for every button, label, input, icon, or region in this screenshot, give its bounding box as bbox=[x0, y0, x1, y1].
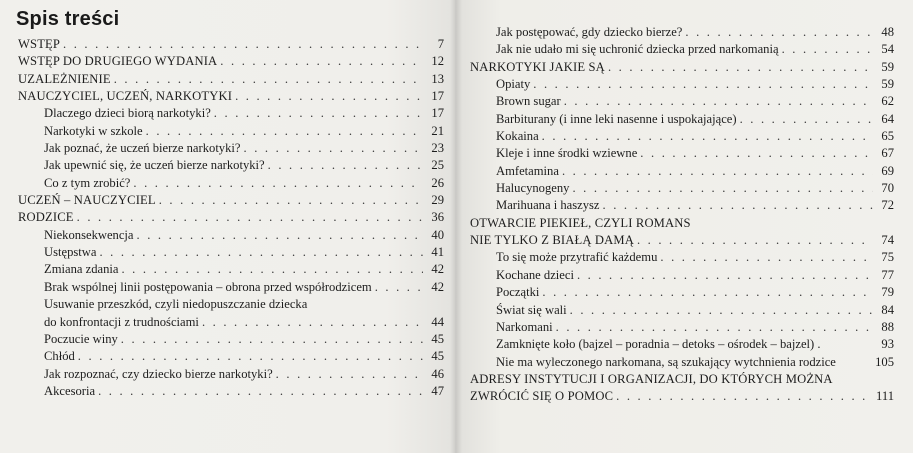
toc-entry bbox=[470, 59, 894, 76]
toc-entry-label: To się może przytrafić każdemu bbox=[496, 250, 658, 265]
toc-entry-page-number: 54 bbox=[881, 42, 894, 57]
toc-entry-label: Nie ma wyleczonego narkomana, są szukający wytchnienia rodzice bbox=[496, 354, 836, 369]
dot-leader bbox=[78, 348, 423, 365]
toc-entry bbox=[18, 36, 444, 53]
dot-leader bbox=[137, 227, 423, 244]
toc-entry-label: Poczucie winy bbox=[44, 331, 118, 346]
toc-entry bbox=[470, 354, 894, 371]
toc-entry-label: UZALEŻNIENIE bbox=[18, 71, 111, 86]
toc-entry bbox=[470, 215, 894, 232]
dot-leader bbox=[608, 59, 873, 76]
toc-entry-page-number: 40 bbox=[431, 227, 444, 242]
toc-entry-page-number: 111 bbox=[876, 389, 894, 404]
dot-leader bbox=[533, 76, 873, 93]
toc-entry bbox=[18, 192, 444, 209]
toc-entry-page-number: 105 bbox=[875, 354, 894, 369]
toc-entry bbox=[470, 180, 894, 197]
toc-entry-page-number: 77 bbox=[881, 267, 894, 282]
dot-leader bbox=[616, 388, 873, 405]
toc-entry-page-number: 48 bbox=[881, 25, 894, 39]
toc-entry-page-number: 25 bbox=[431, 158, 444, 173]
toc-entry-label: Brak wspólnej linii postępowania – obrona przed współrodzicem bbox=[44, 279, 372, 294]
toc-entry-label: OTWARCIE PIEKIEŁ, CZYLI ROMANS bbox=[470, 215, 691, 230]
toc-entry bbox=[18, 53, 444, 70]
toc-entry-page-number: 47 bbox=[431, 383, 444, 398]
dot-leader bbox=[98, 383, 423, 400]
dot-leader bbox=[99, 244, 423, 261]
toc-entry-label: UCZEŃ – NAUCZYCIEL bbox=[18, 193, 156, 208]
toc-entry-label: Jak poznać, że uczeń bierze narkotyki? bbox=[44, 141, 241, 156]
toc-entry-label: WSTĘP bbox=[18, 37, 61, 51]
toc-entry-page-number: 42 bbox=[431, 262, 444, 277]
toc-entry-page-number: 17 bbox=[431, 106, 444, 121]
page-title: Spis treści bbox=[16, 8, 120, 30]
toc-entry-label: ZWRÓCIĆ SIĘ O POMOC bbox=[470, 389, 614, 404]
dot-leader bbox=[202, 314, 423, 331]
dot-leader bbox=[542, 284, 873, 301]
toc-entry bbox=[18, 157, 444, 174]
dot-leader bbox=[562, 163, 873, 180]
toc-entry bbox=[470, 302, 894, 319]
toc-entry bbox=[470, 319, 894, 336]
toc-entry bbox=[470, 24, 894, 41]
dot-leader bbox=[121, 261, 423, 278]
dot-leader bbox=[214, 105, 423, 122]
toc-entry bbox=[470, 93, 894, 110]
dot-leader bbox=[542, 128, 873, 145]
toc-entry-label: NARKOTYKI JAKIE SĄ bbox=[470, 59, 605, 74]
dot-leader bbox=[740, 111, 873, 128]
toc-entry-label: do konfrontacji z trudnościami bbox=[44, 314, 199, 329]
toc-entry bbox=[470, 197, 894, 214]
dot-leader bbox=[782, 41, 873, 58]
dot-leader bbox=[572, 180, 873, 197]
toc-entry-label: Amfetamina bbox=[496, 163, 559, 178]
toc-entry-page-number: 26 bbox=[431, 175, 444, 190]
toc-entry-label: NAUCZYCIEL, UCZEŃ, NARKOTYKI bbox=[18, 89, 233, 104]
toc-entry-page-number: 69 bbox=[881, 163, 894, 178]
toc-entry-label: WSTĘP DO DRUGIEGO WYDANIA bbox=[18, 54, 218, 69]
toc-entry-label: Niekonsekwencja bbox=[44, 227, 134, 242]
toc-entry bbox=[18, 175, 444, 192]
toc-entry-label: Ustępstwa bbox=[44, 245, 97, 260]
dot-leader bbox=[637, 232, 873, 249]
dot-leader bbox=[220, 53, 423, 70]
toc-entry bbox=[18, 105, 444, 122]
toc-entry-label: Jak rozpoznać, czy dziecko bierze narkotyki? bbox=[44, 366, 273, 381]
toc-entry bbox=[18, 314, 444, 331]
toc-entry bbox=[18, 261, 444, 278]
toc-entry-label: Brown sugar bbox=[496, 94, 561, 109]
toc-entry-label: NIE TYLKO Z BIAŁĄ DAMĄ bbox=[470, 233, 634, 248]
toc-entry bbox=[470, 41, 894, 58]
dot-leader bbox=[146, 123, 423, 140]
toc-entry bbox=[470, 145, 894, 162]
toc-entry-page-number: 29 bbox=[431, 193, 444, 208]
toc-entry-label: Marihuana i haszysz bbox=[496, 198, 600, 213]
toc-entry bbox=[18, 296, 444, 313]
dot-leader bbox=[114, 71, 423, 88]
toc-entry bbox=[18, 88, 444, 105]
toc-entry-label: Jak postępować, gdy dziecko bierze? bbox=[496, 25, 683, 39]
toc-entry-label: Co z tym zrobić? bbox=[44, 175, 131, 190]
dot-leader bbox=[640, 145, 873, 162]
dot-leader bbox=[268, 157, 423, 174]
toc-entry-label: Kochane dzieci bbox=[496, 267, 574, 282]
toc-entry bbox=[470, 249, 894, 266]
toc-entry-label: Dlaczego dzieci biorą narkotyki? bbox=[44, 106, 211, 121]
dot-leader bbox=[685, 24, 873, 41]
toc-entry-page-number: 72 bbox=[881, 198, 894, 213]
toc-entry-label: Barbiturany (i inne leki nasenne i uspokajające) bbox=[496, 111, 737, 126]
toc-entry-page-number: 45 bbox=[431, 331, 444, 346]
toc-entry bbox=[470, 284, 894, 301]
toc-entry-page-number: 67 bbox=[881, 146, 894, 161]
toc-entry-page-number: 41 bbox=[431, 245, 444, 260]
toc-entry-label: Akcesoria bbox=[44, 383, 96, 398]
toc-entry bbox=[470, 267, 894, 284]
toc-entry-label: Zamknięte koło (bajzel – poradnia – detoks – ośrodek – bajzel) . bbox=[496, 337, 821, 352]
toc-entry-label: Narkomani bbox=[496, 319, 553, 334]
toc-entry-page-number: 88 bbox=[881, 319, 894, 334]
toc-entry-label: Kleje i inne środki wziewne bbox=[496, 146, 638, 161]
toc-entry bbox=[18, 209, 444, 226]
dot-leader bbox=[375, 279, 423, 296]
toc-entry bbox=[18, 348, 444, 365]
dot-leader bbox=[570, 302, 873, 319]
toc-entry-page-number: 7 bbox=[437, 37, 444, 51]
dot-leader bbox=[159, 192, 423, 209]
dot-leader bbox=[63, 36, 423, 53]
toc-entry bbox=[18, 123, 444, 140]
toc-entry bbox=[470, 336, 894, 353]
toc-entry bbox=[470, 111, 894, 128]
toc-entry-page-number: 64 bbox=[881, 111, 894, 126]
toc-entry-page-number: 62 bbox=[881, 94, 894, 109]
toc-entry-page-number: 84 bbox=[881, 302, 894, 317]
toc-entry-page-number: 59 bbox=[881, 77, 894, 92]
toc-entry-page-number: 36 bbox=[431, 210, 444, 225]
toc-entry bbox=[18, 366, 444, 383]
toc-entry-label: Jak upewnić się, że uczeń bierze narkotyki? bbox=[44, 158, 265, 173]
dot-leader bbox=[121, 331, 423, 348]
toc-entry-page-number: 46 bbox=[431, 366, 444, 381]
toc-entry-page-number: 79 bbox=[881, 285, 894, 300]
toc-entry-page-number: 45 bbox=[431, 349, 444, 364]
dot-leader bbox=[603, 197, 873, 214]
toc-entry bbox=[470, 163, 894, 180]
toc-entry-page-number: 12 bbox=[431, 54, 444, 69]
toc-entry-label: Kokaina bbox=[496, 129, 539, 144]
toc-entry-page-number: 23 bbox=[431, 141, 444, 156]
toc-entry bbox=[470, 76, 894, 93]
toc-entry-label: RODZICE bbox=[18, 210, 74, 225]
toc-entry-label: ADRESY INSTYTUCJI I ORGANIZACJI, DO KTÓRYCH MOŻNA bbox=[470, 371, 833, 386]
dot-leader bbox=[564, 93, 873, 110]
dot-leader bbox=[577, 267, 873, 284]
toc-entry-page-number: 17 bbox=[431, 89, 444, 104]
toc-entry bbox=[18, 331, 444, 348]
dot-leader bbox=[276, 366, 423, 383]
dot-leader bbox=[235, 88, 423, 105]
toc-entry bbox=[470, 388, 894, 405]
dot-leader bbox=[77, 209, 423, 226]
toc-entry-page-number: 75 bbox=[881, 250, 894, 265]
dot-leader bbox=[556, 319, 873, 336]
toc-entry-page-number: 13 bbox=[431, 71, 444, 86]
toc-entry-label: Zmiana zdania bbox=[44, 262, 119, 277]
toc-entry bbox=[18, 227, 444, 244]
toc-entry-page-number: 74 bbox=[881, 233, 894, 248]
toc-entry-page-number: 59 bbox=[881, 59, 894, 74]
toc-entry-label: Świat się wali bbox=[496, 302, 567, 317]
toc-list-right bbox=[470, 24, 894, 406]
toc-entry bbox=[470, 232, 894, 249]
toc-entry-page-number: 42 bbox=[431, 279, 444, 294]
toc-entry-label: Początki bbox=[496, 285, 540, 300]
toc-entry bbox=[470, 371, 894, 388]
toc-entry-label: Halucynogeny bbox=[496, 181, 570, 196]
toc-entry-page-number: 70 bbox=[881, 181, 894, 196]
toc-entry-page-number: 93 bbox=[881, 337, 894, 352]
toc-entry bbox=[18, 71, 444, 88]
book-gutter bbox=[450, 0, 462, 453]
toc-entry-label: Usuwanie przeszkód, czyli niedopuszczanie dziecka bbox=[44, 297, 308, 312]
toc-entry-label: Opiaty bbox=[496, 77, 531, 92]
toc-entry bbox=[18, 140, 444, 157]
toc-entry-label: Narkotyki w szkole bbox=[44, 123, 143, 138]
dot-leader bbox=[133, 175, 423, 192]
toc-entry bbox=[18, 383, 444, 400]
toc-entry bbox=[18, 279, 444, 296]
toc-entry-page-number: 21 bbox=[431, 123, 444, 138]
dot-leader bbox=[660, 249, 873, 266]
toc-entry-label: Chłód bbox=[44, 349, 75, 364]
toc-entry-page-number: 44 bbox=[431, 314, 444, 329]
toc-entry-label: Jak nie udało mi się uchronić dziecka przed narkomanią bbox=[496, 42, 779, 57]
dot-leader bbox=[244, 140, 424, 157]
toc-entry bbox=[470, 128, 894, 145]
toc-entry-page-number: 65 bbox=[881, 129, 894, 144]
toc-entry bbox=[18, 244, 444, 261]
toc-list-left bbox=[18, 36, 444, 400]
